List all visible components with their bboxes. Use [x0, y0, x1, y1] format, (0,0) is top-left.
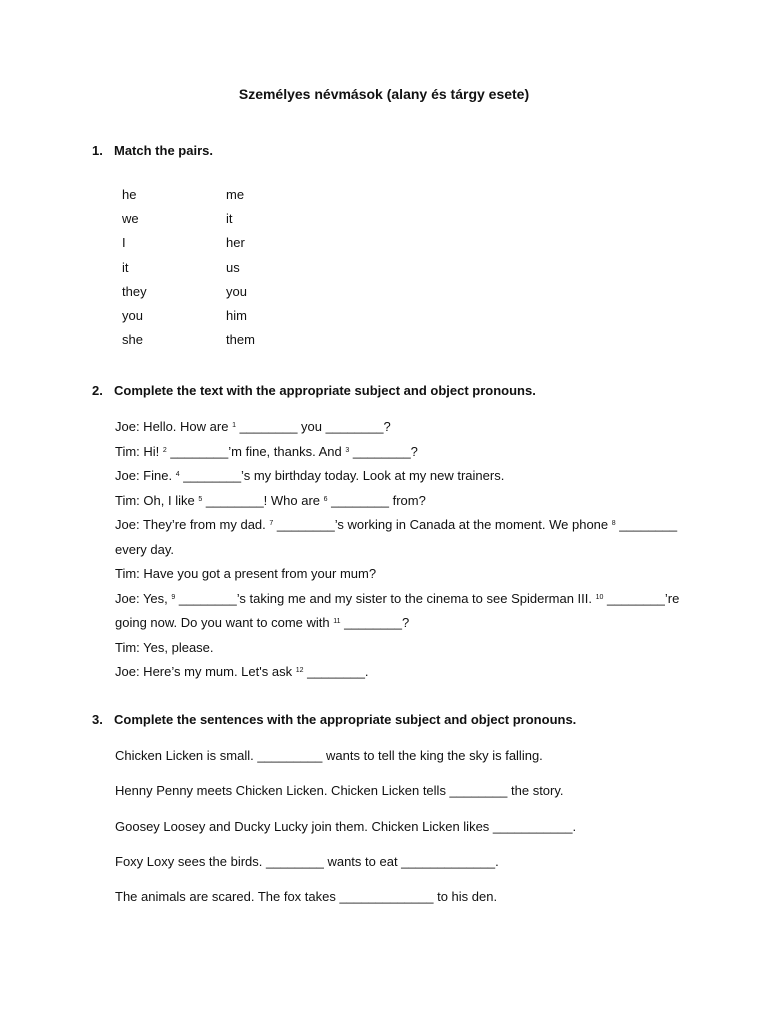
dialogue-text-segment: ________. [303, 664, 369, 679]
gap-number: 11 [333, 618, 341, 625]
dialogue-text-segment: ________’s working in Canada at the moment. We phone [273, 517, 612, 532]
pronoun-left-item: we [122, 211, 139, 227]
sentence-item: Foxy Loxy sees the birds. ________ wants to eat _____________. [115, 853, 499, 869]
section-3-heading [92, 712, 576, 727]
dialogue-line [115, 587, 685, 612]
dialogue-text-segment: Joe: Yes, [115, 590, 172, 606]
dialogue-text-segment: Joe: Fine. [115, 468, 176, 483]
dialogue-line [115, 513, 685, 538]
dialogue-text-segment: ________’m fine, thanks. And [166, 443, 346, 459]
dialogue-line [115, 538, 685, 563]
dialogue-text [115, 415, 685, 685]
dialogue-line [115, 464, 685, 489]
worksheet-title: Személyes névmások (alany és tárgy esete) [238, 86, 530, 102]
gap-number: 6 [323, 495, 328, 503]
dialogue-text-segment: Joe: Hello. How are [115, 419, 233, 434]
gap-number: 10 [595, 593, 604, 601]
dialogue-line [115, 611, 685, 636]
dialogue-line [115, 562, 685, 587]
pronoun-right-item: you [226, 283, 247, 299]
sentence-item: Chicken Licken is small. _________ wants to tell the king the sky is falling. [115, 748, 543, 763]
dialogue-text-segment: ________’s taking me and my sister to the cinema to see Spiderman III. [175, 590, 596, 606]
pronoun-left-item: he [122, 187, 137, 202]
gap-number: 8 [611, 520, 616, 527]
sentence-item: The animals are scared. The fox takes _____________ to his den. [115, 889, 498, 905]
pronoun-right-item: it [226, 211, 233, 227]
section-1-title: Match the pairs. [114, 143, 213, 158]
section-2-heading [92, 383, 536, 398]
section-3-number: 3. [92, 712, 103, 727]
dialogue-text-segment: going now. Do you want to come with [115, 615, 334, 630]
gap-number: 1 [232, 422, 236, 429]
gap-number: 7 [269, 520, 274, 527]
dialogue-line [115, 440, 685, 465]
dialogue-text-segment: Tim: Hi! [115, 443, 163, 459]
pronoun-right-item: him [226, 307, 247, 323]
section-1-heading [92, 143, 213, 158]
pronoun-list-right [226, 183, 255, 352]
dialogue-text-segment: ________! Who are [202, 492, 324, 508]
dialogue-text-segment: ________? [349, 443, 418, 459]
gap-number: 12 [295, 667, 304, 674]
dialogue-text-segment: ________’re [603, 590, 680, 606]
pronoun-left-item: it [122, 259, 129, 275]
dialogue-text-segment: every day. [115, 541, 175, 557]
dialogue-line [115, 636, 685, 661]
pronoun-right-item: her [226, 235, 245, 251]
dialogue-text-segment: Joe: Here’s my mum. Let's ask [115, 664, 296, 679]
dialogue-text-segment: Tim: Oh, I like [115, 492, 199, 508]
pronoun-left-item: they [122, 283, 147, 299]
dialogue-text-segment: Tim: Have you got a present from your mum? [115, 566, 377, 581]
dialogue-text-segment: ________ you ________? [235, 419, 391, 434]
dialogue-text-segment: ________’s my birthday today. Look at my new trainers. [179, 468, 505, 483]
pronoun-right-item: them [226, 332, 255, 348]
section-3-title: Complete the sentences with the appropriate subject and object pronouns. [114, 712, 577, 727]
dialogue-line [115, 489, 685, 514]
gap-number: 9 [171, 593, 176, 601]
gap-number: 4 [175, 471, 180, 478]
sentence-item: Goosey Loosey and Ducky Lucky join them. Chicken Licken likes ___________. [115, 818, 577, 834]
gap-number: 3 [345, 446, 350, 454]
pronoun-list-left [122, 183, 147, 352]
dialogue-text-segment: Tim: Yes, please. [115, 639, 214, 655]
dialogue-text-segment: ________? [340, 615, 410, 630]
sentence-list [115, 745, 576, 921]
dialogue-text-segment: ________ from? [327, 492, 426, 508]
dialogue-text-segment: Joe: They’re from my dad. [115, 517, 270, 532]
pronoun-left-item: I [122, 235, 126, 251]
section-2-title: Complete the text with the appropriate subject and object pronouns. [114, 383, 536, 398]
gap-number: 5 [198, 495, 203, 503]
sentence-item: Henny Penny meets Chicken Licken. Chicken Licken tells ________ the story. [115, 783, 564, 799]
gap-number: 2 [162, 446, 167, 454]
pronoun-left-item: she [122, 332, 143, 348]
section-1-number: 1. [92, 143, 103, 158]
dialogue-line [115, 415, 685, 440]
dialogue-text-segment: ________ [615, 517, 678, 532]
pronoun-right-item: us [226, 259, 240, 275]
dialogue-line [115, 660, 685, 685]
pronoun-left-item: you [122, 307, 143, 323]
pronoun-right-item: me [226, 187, 245, 202]
section-2-number: 2. [92, 383, 103, 398]
